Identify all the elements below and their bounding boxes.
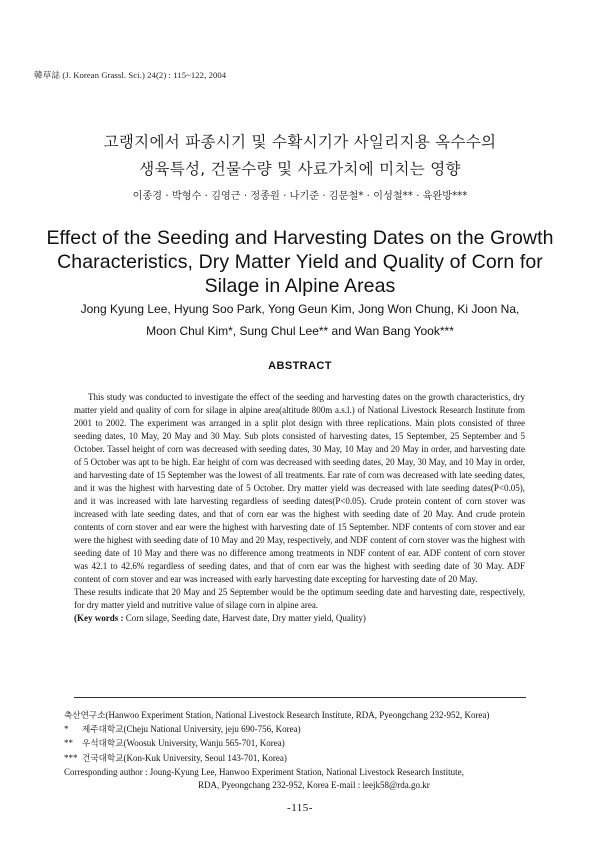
keywords-label: (Key words : [74, 613, 124, 623]
affiliation-korean-name: 우석대학교 [82, 739, 124, 750]
affiliation-text: (Kon-Kuk University, Seoul 143-701, Korea) [123, 752, 287, 763]
footnote-affiliation-3 [64, 737, 534, 751]
keywords-line [74, 612, 525, 625]
footnote-affiliation-2 [64, 723, 534, 737]
affiliation-text: (Woosuk University, Wanju 565-701, Korea) [123, 738, 285, 749]
korean-title-line-2: 생육특성, 건물수량 및 사료가치에 미치는 영향 [139, 160, 461, 178]
keywords-text: Corn silage, Seeding date, Harvest date, Dry matter yield, Quality) [125, 613, 366, 623]
page-number: -115- [287, 802, 313, 814]
affiliation-marker: * [64, 724, 69, 735]
abstract-paragraph-2: These results indicate that 20 May and 25 September would be the optimum seeding date and harvesting date, respectively, for dry matter yield and nutritive value of silage corn in alpine area. [74, 587, 525, 610]
footnotes [64, 709, 534, 792]
affiliation-korean-name: 축산연구소 [64, 711, 106, 721]
affiliation-marker: ** [64, 738, 73, 749]
english-authors-line-1: Jong Kyung Lee, Hyung Soo Park, Yong Geun Kim, Jong Won Chung, Ki Joon Na, [80, 302, 520, 316]
affiliation-korean-name: 건국대학교 [82, 753, 124, 764]
abstract-body [74, 391, 525, 625]
affiliation-marker: *** [64, 752, 78, 763]
corresponding-author-line-1: Corresponding author : Joung-Kyung Lee, Hanwoo Experiment Station, National Livestock Research Institute, [64, 766, 464, 777]
korean-title-line-1: 고랭지에서 파종시기 및 수확시기가 사일리지용 옥수수의 [103, 133, 497, 151]
affiliation-text: (Cheju National University, jeju 690-756, Korea) [123, 724, 301, 735]
abstract-paragraph-1: This study was conducted to investigate the effect of the seeding and harvesting dates on the growth characteristics, dry matter yield and quality of corn for silage in alpine area(altitude 800m a.s.l.) of National Livestock Research Institute from 2001 to 2002. The experiment was arranged in a split plot design with three replications. Main plots consisted of three seeding dates, 10 May, 20 May and 30 May. Sub plots consisted of harvesting dates, 15 September, 25 September and 5 October. Tassel height of corn was decreased with seeding dates, 30 May, 10 May and 20 May in order, and harvesting date of 5 October was apt to be high. Ear height of corn was decreased with seeding dates, 20 May, 30 May, and 10 May in order, and harvesting date of 15 September was the lowest of all treatments. Ear rate of corn was decreased with late seeding dates, and it was the highest with harvesting date of 5 October. Dry matter yield was decreased with late seeding dates(P<0.05), and it was increased with late harvesting regardless of seeding dates(P<0.05). Crude protein content of corn stover was increased with late seeding dates, and that of corn ear was the highest with seeding date of 20 May. And crude protein contents of corn stover and ear were the highest with harvesting date of 15 September. NDF contents of corn stover and ear were the highest with seeding date of 10 May and 20 May, respectively, and NDF content of corn stover was the highest with seeding date of 10 May and there was no difference among treatments in NDF content of ear. ADF content of corn stover was 42.1 to 42.6% regardless of seeding dates, and that of corn ear was the highest with seeding date of 30 May. ADF content of corn stover and ear was increased with early harvesting date excepting for harvesting date of 20 May. [74, 392, 525, 584]
english-authors-line-2: Moon Chul Kim*, Sung Chul Lee** and Wan Bang Yook*** [146, 324, 454, 338]
english-title-line-3: Silage in Alpine Areas [204, 275, 396, 297]
footnote-divider [74, 697, 526, 698]
english-title-line-1: Effect of the Seeding and Harvesting Dates on the Growth [46, 227, 554, 249]
affiliation-korean-name: 제주대학교 [82, 725, 124, 736]
english-title-line-2: Characteristics, Dry Matter Yield and Quality of Corn for [57, 251, 543, 273]
footnote-affiliation-1 [64, 709, 534, 723]
corresponding-author-line-2: RDA, Pyeongchang 232-952, Korea E-mail : leejk58@rda.go.kr [198, 780, 430, 791]
journal-reference: 韓草誌 (J. Korean Grassl. Sci.) 24(2) : 115~122, 2004 [34, 70, 227, 80]
abstract-heading: ABSTRACT [268, 360, 332, 372]
footnote-affiliation-4 [64, 752, 534, 766]
affiliation-text: (Hanwoo Experiment Station, National Livestock Research Institute, RDA, Pyeongchang 232-952, Korea) [105, 710, 490, 720]
korean-authors: 이종경 · 박형수 · 김영근 · 정종원 · 나기준 · 김문철* · 이성철** · 육완방*** [132, 191, 468, 202]
